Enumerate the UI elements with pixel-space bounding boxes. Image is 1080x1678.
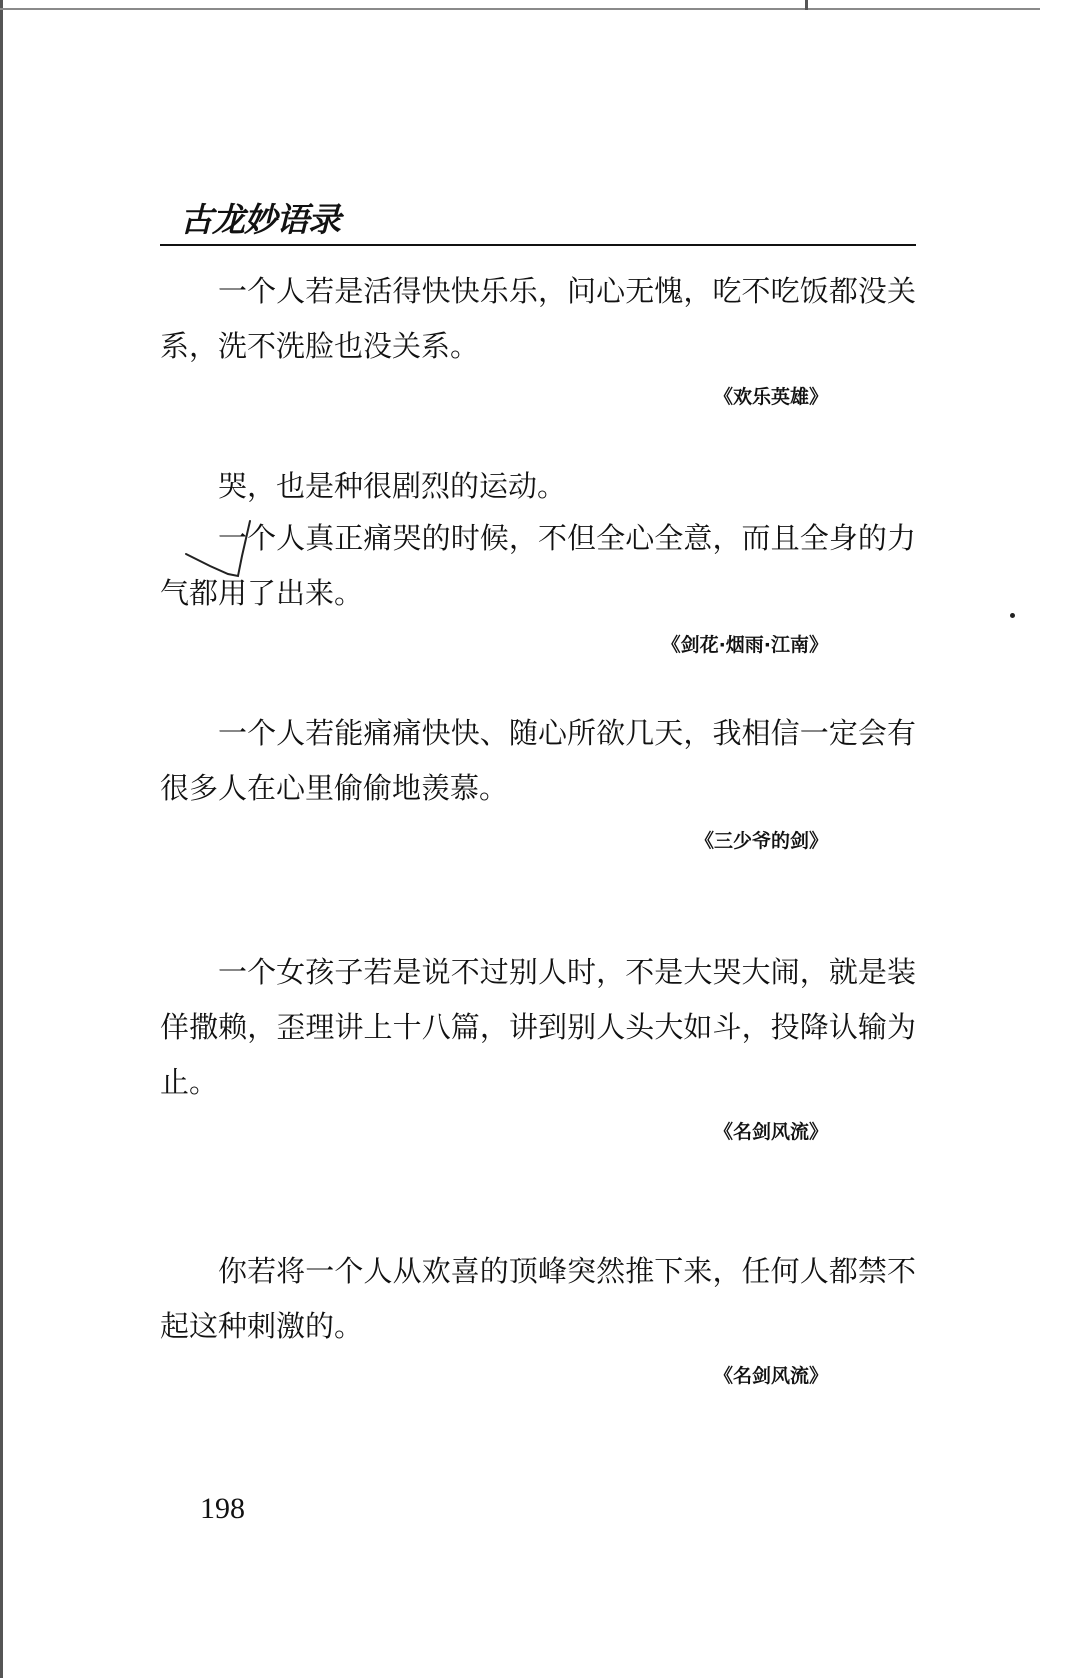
quote-source: 《欢乐英雄》 <box>713 386 828 408</box>
quote-source: 《剑花·烟雨·江南》 <box>661 634 828 656</box>
handwritten-checkmark <box>180 516 260 606</box>
scan-edge <box>0 0 3 1678</box>
quote-paragraph: 一个人真正痛哭的时候，不但全心全意，而且全身的力气都用了出来。 <box>160 521 916 610</box>
quote-source: 《三少爷的剑》 <box>694 830 828 852</box>
quote-paragraph: 一个人若是活得快快乐乐，问心无愧，吃不吃饭都没关系，洗不洗脸也没关系。 <box>160 274 916 363</box>
quote-paragraph: 一个人若能痛痛快快、随心所欲几天，我相信一定会有很多人在心里偷偷地羡慕。 <box>160 716 916 805</box>
quote-paragraph: 一个女孩子若是说不过别人时，不是大哭大闹，就是装佯撒赖，歪理讲上十八篇，讲到别人头大如斗，投降认输为止。 <box>160 955 916 1099</box>
header-title: 古龙妙语录 <box>180 200 340 239</box>
running-header <box>160 198 916 246</box>
page-number: 198 <box>200 1492 245 1525</box>
quote-paragraph: 你若将一个人从欢喜的顶峰突然推下来，任何人都禁不起这种刺激的。 <box>160 1254 916 1343</box>
ink-speck <box>1010 613 1015 618</box>
scan-top-edge <box>0 8 1040 10</box>
header-rule <box>160 244 916 246</box>
quote-paragraph: 哭，也是种很剧烈的运动。 <box>218 469 567 503</box>
quote-source: 《名剑风流》 <box>713 1121 828 1143</box>
scan-top-mark <box>805 0 808 10</box>
quote-source: 《名剑风流》 <box>713 1365 828 1387</box>
